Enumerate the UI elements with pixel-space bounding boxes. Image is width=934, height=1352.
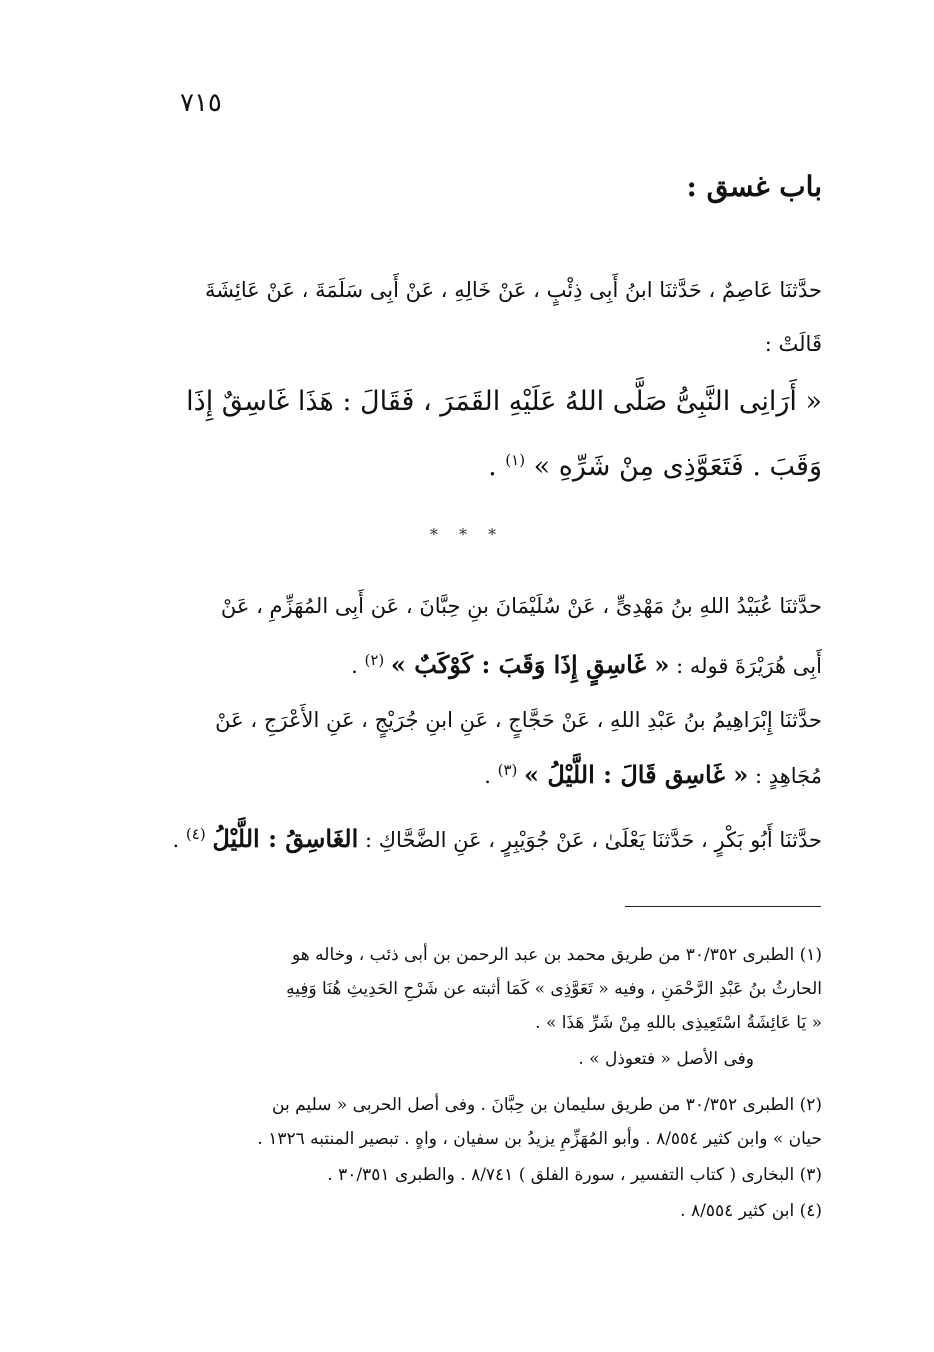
hadith-1-quote-line-1: « أَرَانِى النَّبِىُّ صَلَّى اللهُ عَلَيْهِ القَمَرَ ، فَقَالَ : هَذَا غَاسِقٌ إِذَا bbox=[186, 386, 822, 417]
hadith-3-quote: « غَاسِق قَالَ : اللَّيْلُ » bbox=[524, 760, 749, 789]
footnote-line: (١) الطبرى ٣٠/٣٥٢ من طريق محمد بن عبد الرحمن بن أبى ذئب ، وخاله هو bbox=[292, 945, 822, 965]
page-number: ٧١٥ bbox=[180, 88, 222, 118]
hadith-2-line-1: حدَّثنَا عُبَيْدُ اللهِ بنُ مَهْدِىٍّ ، عَنْ سُلَيْمَانَ بنِ حِبَّانَ ، عَن أَبِى المُهَزِّمِ ، عَنْ bbox=[220, 594, 822, 618]
footnote-ref-1: (١) bbox=[505, 451, 526, 469]
footnote-ref-2: (٢) bbox=[364, 651, 385, 669]
footnote-line: (٢) الطبرى ٣٠/٣٥٢ من طريق سليمان بن حِبَّانَ . وفى أصل الحربى « سليم بن bbox=[272, 1095, 822, 1115]
footnote-line: (٤) ابن كثير ٨/٥٥٤ . bbox=[680, 1201, 822, 1221]
hadith-3-narrator: مُجَاهِدٍ : bbox=[754, 764, 822, 788]
hadith-1-quote-line-2: وَقَبَ . فَتَعَوَّذِى مِنْ شَرِّهِ » $^{(١)}$ . bbox=[488, 451, 822, 482]
hadith-2-line-2: أَبِى هُرَيْرَةَ قوله : « غَاسِقٍ إِذَا وَقَبَ : كَوْكَبٌ » $^{(٢)}$ . bbox=[351, 650, 822, 679]
hadith-4-line: حدَّثنَا أَبُو بَكْرٍ ، حَدَّثنَا يَعْلَىٰ ، عَنْ جُوَيْبِرٍ ، عَنِ الضَّحَّاكِ : الغَاسِقُ : اللَّيْلُ $^{(٤)}$ . bbox=[172, 824, 822, 853]
footnote-line: حيان » وابن كثير ٨/٥٥٤ . وأبو المُهَزِّمِ يزيدُ بن سفيان ، واهٍ . تبصير المنتبه ١٣٢٦ . bbox=[257, 1129, 822, 1149]
hadith-2-quote: « غَاسِقٍ إِذَا وَقَبَ : كَوْكَبٌ » bbox=[390, 650, 670, 679]
hadith-1-isnad-line-2: قَالَتْ : bbox=[764, 332, 822, 356]
footnote-line: « يَا عَائِشَةُ اسْتَعِيذِى باللهِ مِنْ شَرِّ هَذَا » . bbox=[535, 1013, 822, 1033]
hadith-4-isnad: حدَّثنَا أَبُو بَكْرٍ ، حَدَّثنَا يَعْلَىٰ ، عَنْ جُوَيْبِرٍ ، عَنِ الضَّحَّاكِ : bbox=[364, 828, 822, 852]
quote-text: وَقَبَ . فَتَعَوَّذِى مِنْ شَرِّهِ » bbox=[533, 451, 822, 482]
hadith-2-narrator: أَبِى هُرَيْرَةَ قوله : bbox=[676, 654, 822, 678]
footnote-ref-3: (٣) bbox=[497, 761, 518, 779]
footnote-line: (٣) البخارى ( كتاب التفسير ، سورة الفلق ) ٨/٧٤١ . والطبرى ٣٠/٣٥١ . bbox=[327, 1165, 822, 1185]
hadith-3-line-1: حدَّثنَا إِبْرَاهِيمُ بنُ عَبْدِ اللهِ ، عَنْ حَجَّاجٍ ، عَنِ ابنِ جُرَيْجٍ ، عَنِ الأَعْرَجِ ، عَنْ bbox=[215, 708, 822, 732]
section-separator: * * * bbox=[429, 525, 505, 544]
hadith-1-isnad-line-1: حدَّثنَا عَاصِمٌ ، حَدَّثنَا ابنُ أَبِى ذِئْبٍ ، عَنْ خَالِهِ ، عَنْ أَبِى سَلَمَةَ ، عَنْ عَائِشَةَ bbox=[205, 278, 822, 302]
chapter-title: باب غسق : bbox=[686, 170, 822, 203]
footnote-ref-4: (٤) bbox=[185, 825, 206, 843]
footnote-line: وفى الأصل « فتعوذل » . bbox=[578, 1049, 754, 1069]
footnote-rule bbox=[625, 906, 821, 907]
hadith-3-line-2: مُجَاهِدٍ : « غَاسِق قَالَ : اللَّيْلُ » $^{(٣)}$ . bbox=[484, 760, 822, 789]
hadith-4-quote: الغَاسِقُ : اللَّيْلُ bbox=[212, 824, 359, 853]
footnote-line: الحارثُ بنُ عَبْدِ الرَّحْمَنِ ، وفيه « تَعَوَّذِى » كَمَا أثبته عن شَرْحِ الحَدِيثِ هُنَا وَفِيهِ bbox=[286, 979, 822, 999]
